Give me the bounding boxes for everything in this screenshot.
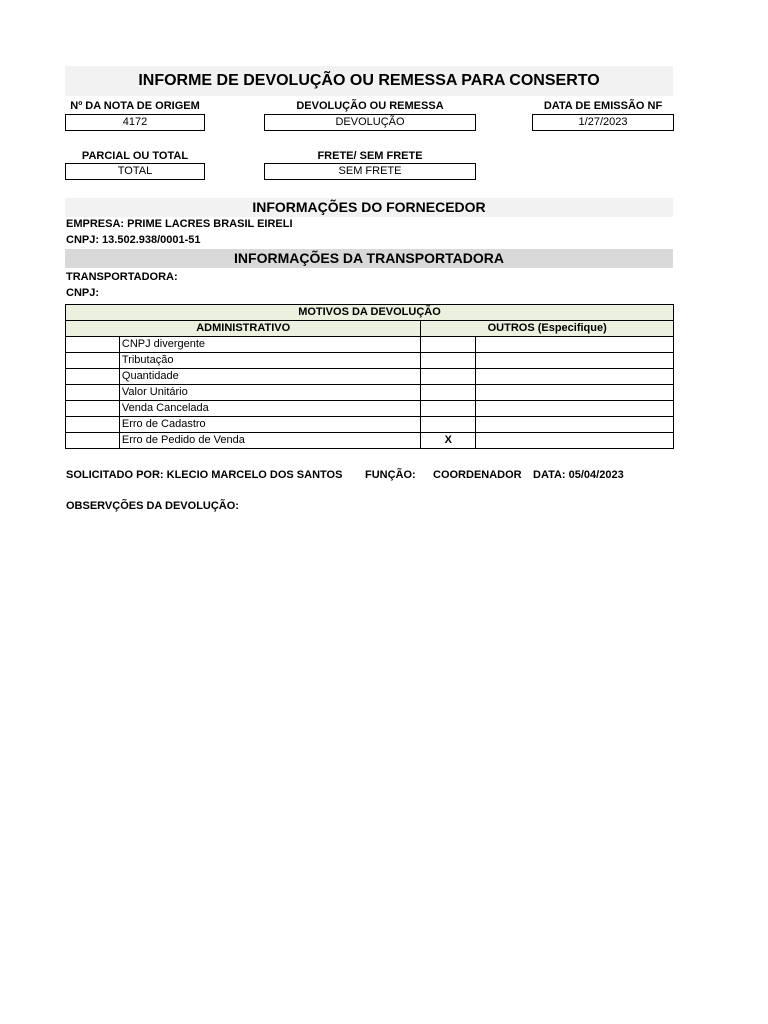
table-row bbox=[66, 337, 674, 353]
nota-origem-label: Nº DA NOTA DE ORIGEM bbox=[70, 100, 200, 112]
motivo-mark bbox=[421, 401, 476, 417]
outros-cell bbox=[476, 337, 674, 353]
devolucao-remessa-value: DEVOLUÇÃO bbox=[264, 114, 476, 131]
parcial-total-label: PARCIAL OU TOTAL bbox=[81, 150, 189, 162]
motivo-label: Erro de Pedido de Venda bbox=[119, 433, 421, 449]
row-blank-cell bbox=[66, 385, 120, 401]
row-blank-cell bbox=[66, 417, 120, 433]
col-outros: OUTROS (Especifique) bbox=[421, 321, 674, 337]
row-blank-cell bbox=[66, 353, 120, 369]
observacoes-label: OBSERVÇÕES DA DEVOLUÇÃO: bbox=[66, 500, 239, 512]
devolucao-remessa-label: DEVOLUÇÃO OU REMESSA bbox=[296, 100, 444, 112]
motivo-mark bbox=[421, 353, 476, 369]
table-row bbox=[66, 417, 674, 433]
motivo-label: Valor Unitário bbox=[119, 385, 421, 401]
motivo-mark bbox=[421, 385, 476, 401]
motivos-heading: MOTIVOS DA DEVOLUÇÃO bbox=[66, 305, 674, 321]
motivo-label: CNPJ divergente bbox=[119, 337, 421, 353]
table-row bbox=[66, 353, 674, 369]
outros-cell bbox=[476, 401, 674, 417]
motivo-mark bbox=[421, 369, 476, 385]
outros-cell bbox=[476, 369, 674, 385]
data-emissao-label: DATA DE EMISSÃO NF bbox=[543, 100, 663, 112]
motivo-label: Tributação bbox=[119, 353, 421, 369]
table-row bbox=[66, 401, 674, 417]
funcao-label: FUNÇÃO: bbox=[365, 469, 416, 481]
row-blank-cell bbox=[66, 337, 120, 353]
solicitado-por: SOLICITADO POR: KLECIO MARCELO DOS SANTOS bbox=[66, 469, 343, 481]
motivo-mark: X bbox=[421, 433, 476, 449]
frete-value: SEM FRETE bbox=[264, 163, 476, 180]
row-blank-cell bbox=[66, 433, 120, 449]
fornecedor-cnpj: CNPJ: 13.502.938/0001-51 bbox=[66, 234, 201, 246]
row-blank-cell bbox=[66, 401, 120, 417]
data-solicitacao: DATA: 05/04/2023 bbox=[533, 469, 624, 481]
outros-cell bbox=[476, 433, 674, 449]
col-administrativo: ADMINISTRATIVO bbox=[66, 321, 421, 337]
data-emissao-value: 1/27/2023 bbox=[532, 114, 674, 131]
motivo-label: Erro de Cadastro bbox=[119, 417, 421, 433]
fornecedor-empresa: EMPRESA: PRIME LACRES BRASIL EIRELI bbox=[66, 218, 293, 230]
table-row bbox=[66, 385, 674, 401]
transportadora-heading: INFORMAÇÕES DA TRANSPORTADORA bbox=[65, 249, 673, 268]
transportadora-cnpj: CNPJ: bbox=[66, 287, 100, 299]
outros-cell bbox=[476, 353, 674, 369]
motivo-mark bbox=[421, 417, 476, 433]
row-blank-cell bbox=[66, 369, 120, 385]
transportadora-nome: TRANSPORTADORA: bbox=[66, 271, 178, 283]
motivos-table bbox=[65, 304, 674, 449]
frete-label: FRETE/ SEM FRETE bbox=[317, 150, 423, 162]
funcao-value: COORDENADOR bbox=[433, 469, 522, 481]
fornecedor-heading: INFORMAÇÕES DO FORNECEDOR bbox=[65, 198, 673, 217]
motivo-mark bbox=[421, 337, 476, 353]
motivo-label: Venda Cancelada bbox=[119, 401, 421, 417]
nota-origem-value: 4172 bbox=[65, 114, 205, 131]
motivo-label: Quantidade bbox=[119, 369, 421, 385]
outros-cell bbox=[476, 385, 674, 401]
outros-cell bbox=[476, 417, 674, 433]
parcial-total-value: TOTAL bbox=[65, 163, 205, 180]
table-row bbox=[66, 369, 674, 385]
table-row bbox=[66, 433, 674, 449]
form-title: INFORME DE DEVOLUÇÃO OU REMESSA PARA CONSERTO bbox=[65, 66, 673, 96]
